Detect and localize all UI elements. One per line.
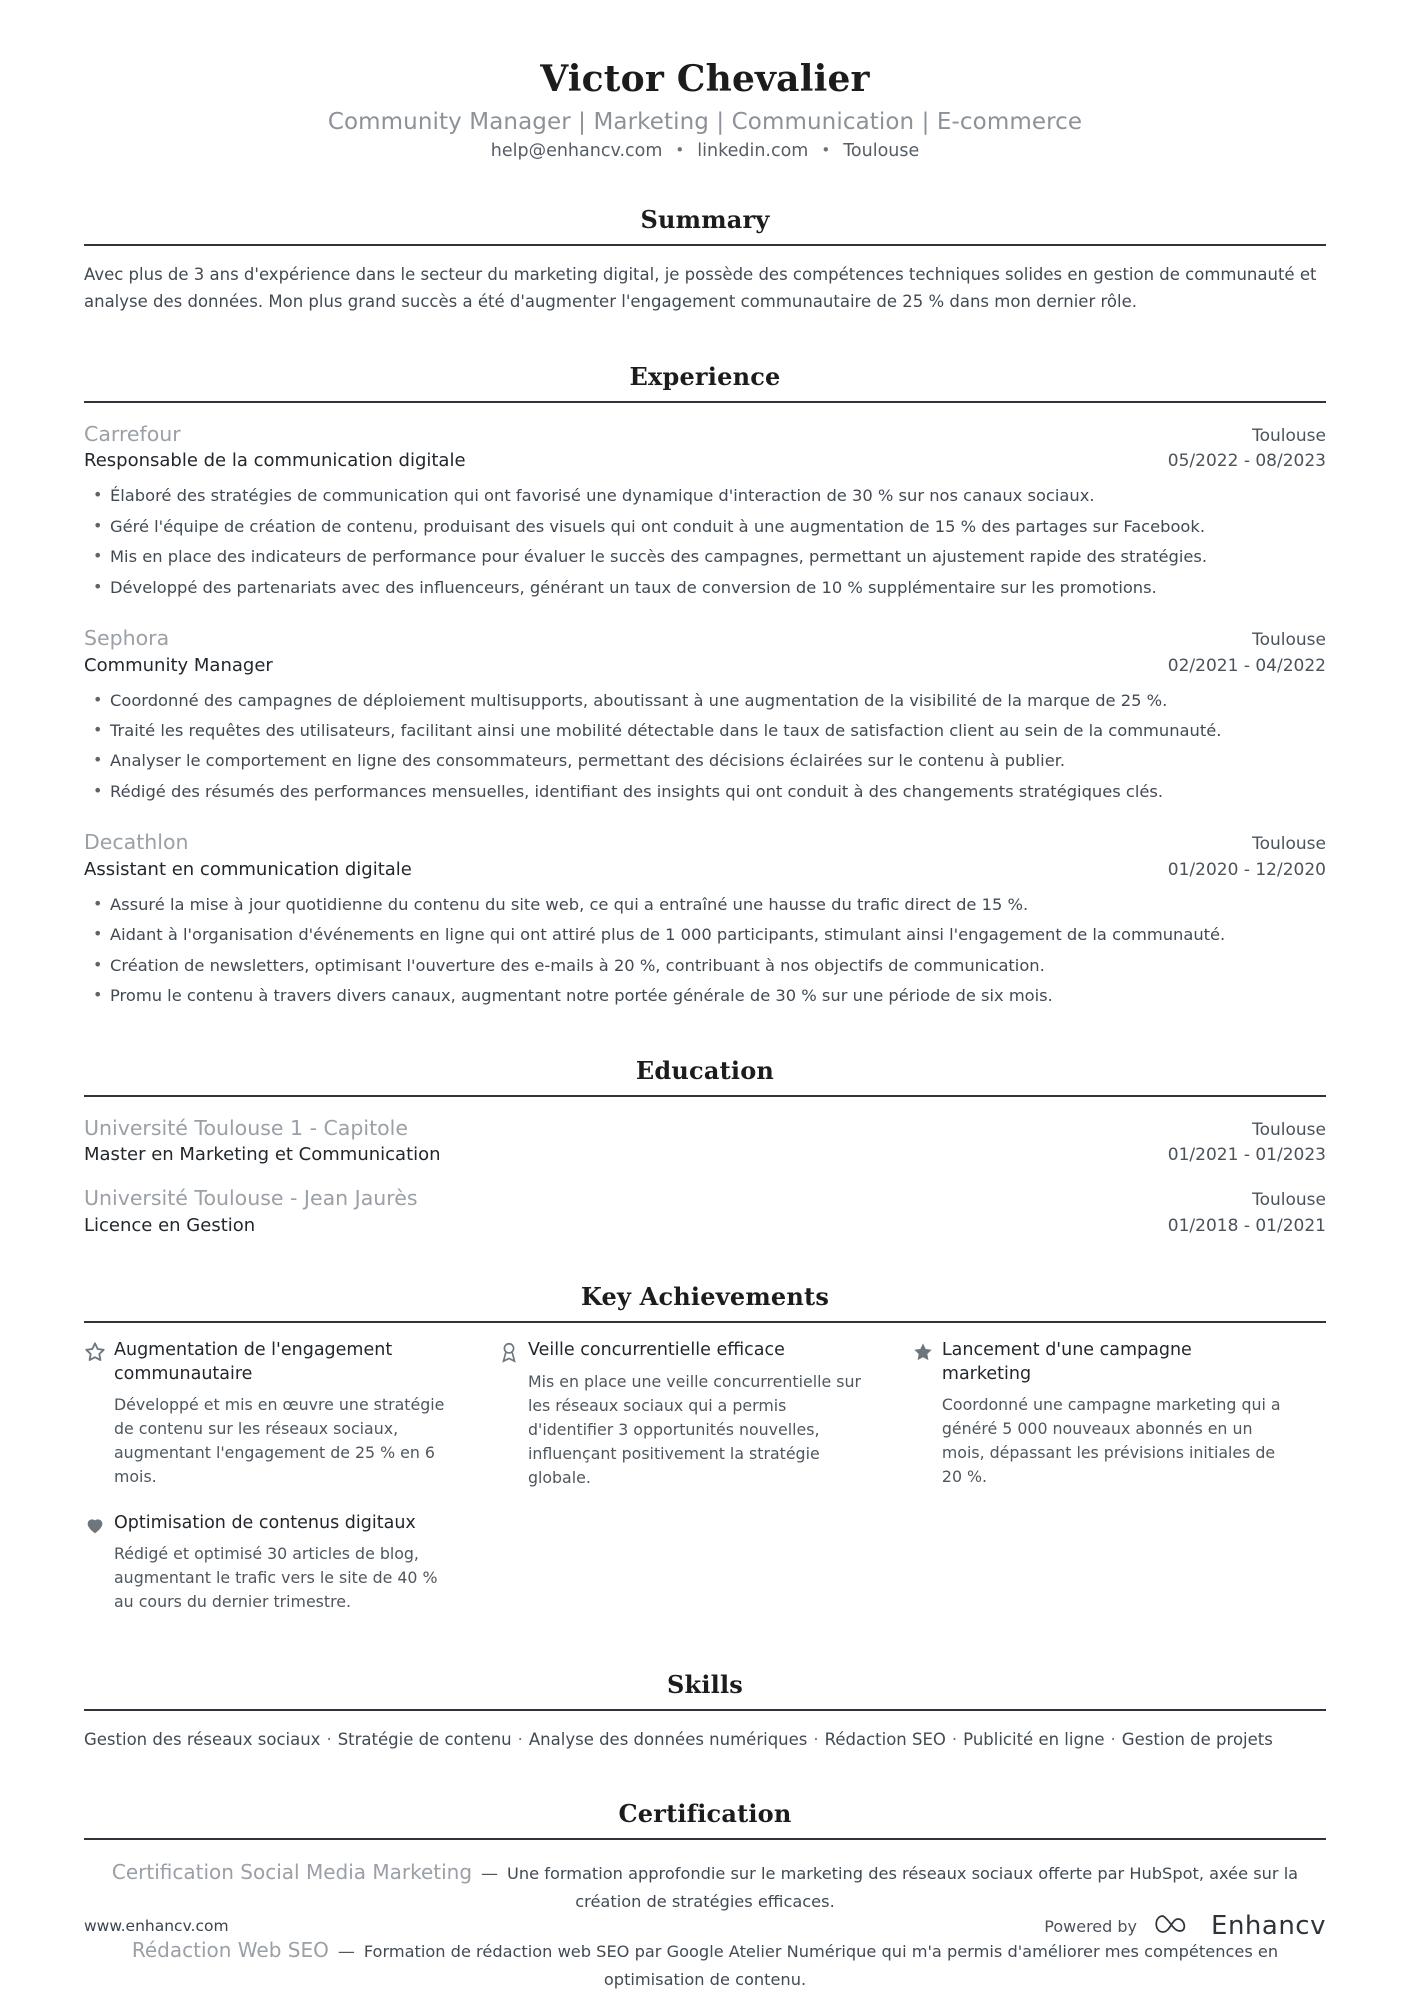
bullet-separator-icon: •	[821, 141, 831, 160]
achievement-item	[912, 1339, 1326, 1489]
entry-bullet-list	[84, 688, 1326, 806]
entry-location: Toulouse	[1252, 834, 1326, 855]
achievements-grid	[84, 1339, 1326, 1636]
entry-dates: 02/2021 - 04/2022	[1167, 655, 1326, 676]
entry-header	[84, 1113, 1326, 1144]
footer-website-link[interactable]: www.enhancv.com	[84, 1917, 229, 1935]
achievement-body	[528, 1339, 870, 1489]
certification-name: Certification Social Media Marketing	[111, 1860, 473, 1885]
certification-item	[84, 1856, 1326, 1914]
spacer	[84, 1642, 1326, 1670]
entry-role: Licence en Gestion	[84, 1215, 256, 1237]
brand-name: Enhancv	[1211, 1911, 1326, 1941]
achievement-item	[84, 1512, 498, 1614]
bullet-item: • Rédigé des résumés des performances mensuelles, identifiant des insights qui ont conduit à des changements stratégiques clés.	[84, 779, 1326, 805]
entry-dates: 01/2020 - 12/2020	[1167, 860, 1326, 880]
entry-organization: Decathlon	[84, 830, 189, 855]
entry-dates: 01/2018 - 01/2021	[1167, 1216, 1326, 1237]
spacer	[84, 1759, 1326, 1799]
entry-role: Community Manager	[84, 654, 273, 676]
certification-dash: —	[481, 1864, 499, 1885]
spacer	[84, 1242, 1326, 1282]
bullet-item: • Promu le contenu à travers divers canaux, augmentant notre portée générale de 30 % sur une période de six mois.	[84, 983, 1326, 1009]
bullet-item: • Assuré la mise à jour quotidienne du contenu du site web, ce qui a entraîné une hausse du trafic direct de 15 %.	[84, 892, 1326, 918]
section-certification	[84, 1799, 1326, 1992]
experience-entry	[84, 419, 1326, 601]
achievement-title: Lancement d'une campagne marketing	[941, 1340, 1192, 1384]
achievement-description: Coordonné une campagne marketing qui a généré 5 000 nouveaux abonnés en un mois, dépassant les prévisions initiales de 20 %.	[941, 1394, 1281, 1486]
star-filled-icon	[912, 1339, 942, 1489]
award-ribbon-icon	[498, 1339, 528, 1489]
entry-dates: 05/2022 - 08/2023	[1167, 451, 1326, 472]
achievement-body	[942, 1339, 1284, 1489]
skill-item: Publicité en ligne	[963, 1729, 1105, 1749]
achievement-description: Mis en place une veille concurrentielle sur les réseaux sociaux qui a permis d'identifier 3 opportunités nouvelles, influençant positivement la stratégie globale.	[527, 1371, 861, 1487]
section-summary	[84, 205, 1326, 315]
entry-dates: 01/2021 - 01/2023	[1167, 1145, 1326, 1166]
achievement-item	[84, 1339, 498, 1489]
section-divider	[84, 1838, 1326, 1840]
page-footer	[84, 1909, 1326, 1943]
certification-item	[84, 1934, 1326, 1992]
skill-separator-icon: ·	[517, 1729, 523, 1749]
section-heading-skills: Skills	[666, 1669, 744, 1699]
bullet-item: • Développé des partenariats avec des influenceurs, générant un taux de conversion de 10 % supplémentaire sur les promotions.	[84, 575, 1326, 601]
skill-separator-icon: ·	[813, 1729, 819, 1749]
entry-organization: Université Toulouse - Jean Jaurès	[84, 1186, 418, 1211]
enhancv-logo-icon	[1151, 1909, 1197, 1943]
entry-subheader	[84, 859, 1326, 880]
bullet-item: • Géré l'équipe de création de contenu, produisant des visuels qui ont conduit à une augmentation de 15 % des partages sur Facebook.	[84, 514, 1326, 540]
skill-separator-icon: ·	[326, 1729, 332, 1749]
section-divider	[84, 244, 1326, 246]
contact-location: Toulouse	[843, 141, 920, 162]
powered-by-label: Powered by	[1044, 1916, 1138, 1936]
section-key-achievements	[84, 1282, 1326, 1636]
certification-name: Rédaction Web SEO	[131, 1938, 329, 1963]
certification-description: Formation de rédaction web SEO par Google Atelier Numérique qui m'a permis d'améliorer mes compétences en optimisation de contenu.	[363, 1942, 1279, 1989]
bullet-item: • Coordonné des campagnes de déploiement multisupports, aboutissant à une augmentation de la visibilité de la marque de 25 %.	[84, 688, 1326, 714]
entry-subheader	[84, 1144, 1326, 1165]
bullet-item: • Aidant à l'organisation d'événements en ligne qui ont attiré plus de 1 000 participants, stimulant ainsi l'engagement de la communauté.	[84, 922, 1326, 948]
education-list	[84, 1113, 1326, 1237]
section-divider	[84, 1709, 1326, 1711]
skill-separator-icon: ·	[1110, 1729, 1116, 1749]
bullet-separator-icon: •	[675, 141, 685, 160]
section-heading-experience: Experience	[629, 361, 781, 391]
contact-row	[84, 141, 1326, 161]
achievement-item	[498, 1339, 912, 1489]
bullet-item: • Analyser le comportement en ligne des consommateurs, permettant des décisions éclairées sur le contenu à publier.	[84, 748, 1326, 774]
footer-brand	[1044, 1909, 1326, 1943]
achievement-body	[114, 1512, 456, 1614]
experience-entry	[84, 827, 1326, 1009]
entry-location: Toulouse	[1252, 1119, 1326, 1140]
bullet-item: • Élaboré des stratégies de communication qui ont favorisé une dynamique d'interaction de 30 % sur nos canaux sociaux.	[84, 483, 1326, 509]
achievement-title: Optimisation de contenus digitaux	[114, 1512, 416, 1533]
skill-item: Gestion des réseaux sociaux	[84, 1729, 321, 1749]
skill-separator-icon: ·	[951, 1729, 958, 1749]
professional-headline: Community Manager | Marketing | Communication | E-commerce	[327, 109, 1083, 136]
entry-location: Toulouse	[1252, 629, 1326, 650]
entry-role: Assistant en communication digitale	[84, 859, 412, 880]
achievement-description: Rédigé et optimisé 30 articles de blog, augmentant le trafic vers le site de 40 % au cours du dernier trimestre.	[114, 1543, 438, 1611]
experience-entry	[84, 623, 1326, 805]
star-outline-icon	[84, 1339, 114, 1489]
achievement-title: Veille concurrentielle efficace	[527, 1340, 785, 1361]
entry-organization: Sephora	[84, 625, 170, 650]
entry-role: Responsable de la communication digitale	[84, 450, 466, 472]
section-education	[84, 1056, 1326, 1237]
achievement-title: Augmentation de l'engagement communautaire	[114, 1340, 393, 1384]
certification-dash: —	[337, 1942, 355, 1963]
section-experience	[84, 362, 1326, 1010]
education-entry	[84, 1183, 1326, 1236]
section-divider	[84, 401, 1326, 403]
section-divider	[84, 1321, 1326, 1323]
entry-role: Master en Marketing et Communication	[84, 1144, 441, 1166]
bullet-item: • Création de newsletters, optimisant l'ouverture des e-mails à 20 %, contribuant à nos objectifs de communication.	[84, 953, 1326, 979]
entry-organization: Carrefour	[84, 421, 181, 446]
entry-bullet-list	[84, 483, 1326, 601]
contact-linkedin[interactable]: linkedin.com	[697, 141, 809, 162]
contact-email[interactable]: help@enhancv.com	[490, 141, 663, 162]
skill-item: Stratégie de contenu	[337, 1729, 512, 1749]
entry-subheader	[84, 655, 1326, 676]
skill-item: Rédaction SEO	[824, 1729, 946, 1749]
skills-list	[84, 1727, 1326, 1753]
entry-organization: Université Toulouse 1 - Capitole	[84, 1115, 408, 1140]
entry-header	[84, 623, 1326, 654]
spacer	[84, 322, 1326, 362]
entry-location: Toulouse	[1252, 1190, 1326, 1211]
skill-item: Analyse des données numériques	[528, 1729, 808, 1749]
section-heading-achievements: Key Achievements	[580, 1282, 830, 1312]
entry-header	[84, 419, 1326, 450]
entry-subheader	[84, 1215, 1326, 1236]
section-skills	[84, 1670, 1326, 1753]
certification-description: Une formation approfondie sur le marketing des réseaux sociaux offerte par HubSpot, axée sur la création de stratégies efficaces.	[507, 1864, 1299, 1911]
resume-header	[84, 58, 1326, 161]
bullet-item: • Mis en place des indicateurs de performance pour évaluer le succès des campagnes, permettant un ajustement rapide des stratégies.	[84, 544, 1326, 570]
entry-bullet-list	[84, 892, 1326, 1010]
section-heading-certification: Certification	[618, 1799, 792, 1829]
achievement-description: Développé et mis en œuvre une stratégie de contenu sur les réseaux sociaux, augmentant l'engagement de 25 % en 6 mois.	[114, 1394, 445, 1486]
entry-location: Toulouse	[1252, 425, 1326, 446]
skill-item: Gestion de projets	[1121, 1729, 1273, 1749]
section-heading-education: Education	[635, 1055, 775, 1085]
bullet-item: • Traité les requêtes des utilisateurs, facilitant ainsi une mobilité détectable dans le taux de satisfaction client au sein de la communauté.	[84, 718, 1326, 744]
entry-header	[84, 1183, 1326, 1214]
spacer	[84, 1016, 1326, 1056]
entry-header	[84, 827, 1326, 858]
heart-icon	[84, 1512, 114, 1614]
page-title: Victor Chevalier	[540, 58, 870, 100]
experience-list	[84, 419, 1326, 1010]
section-divider	[84, 1095, 1326, 1097]
achievement-body	[114, 1339, 456, 1489]
education-entry	[84, 1113, 1326, 1166]
section-heading-summary: Summary	[640, 205, 770, 235]
summary-text: Avec plus de 3 ans d'expérience dans le secteur du marketing digital, je possède des compétences techniques solides en gestion de communauté et analyse des données. Mon plus grand succès a été d'augmenter l'engagement communautaire de 25 % dans mon dernier rôle.	[84, 265, 1317, 311]
entry-subheader	[84, 450, 1326, 471]
